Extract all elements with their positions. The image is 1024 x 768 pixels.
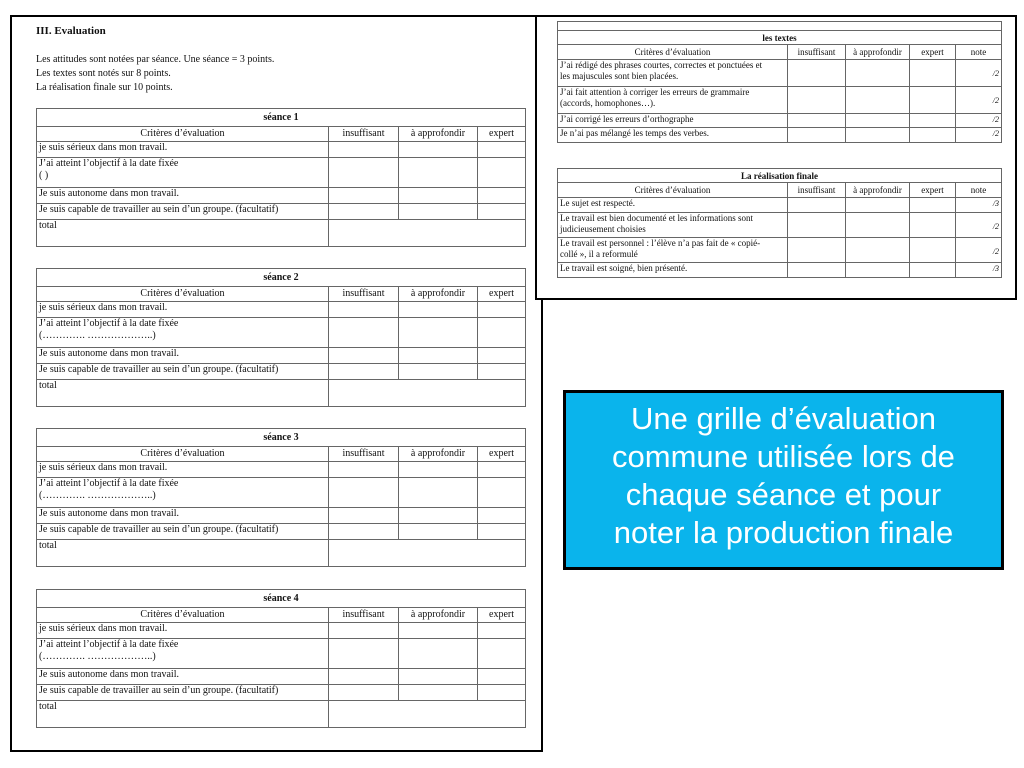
criterion-objectif: [37, 478, 329, 508]
textes-title: les textes: [558, 31, 1002, 45]
header-criteria: Critères d’évaluation: [37, 447, 329, 462]
note-points: /2: [992, 96, 999, 105]
header-criteria: Critères d’évaluation: [558, 45, 788, 60]
intro-line: Les attitudes sont notées par séance. Une séance = 3 points.: [36, 54, 275, 65]
header-insuffisant: insuffisant: [329, 127, 399, 142]
criterion-serieux: je suis sérieux dans mon travail.: [37, 623, 329, 639]
seance-1-table: [36, 108, 526, 247]
criterion-groupe: Je suis capable de travailler au sein d’un groupe. (facultatif): [37, 524, 329, 540]
total-label: total: [37, 380, 329, 407]
caption-line: commune utilisée lors de: [612, 439, 955, 474]
seance-title: séance 4: [37, 590, 526, 608]
note-points: /2: [992, 222, 1000, 231]
criterion-line: judicieusement choisies: [560, 224, 646, 234]
caption-line: chaque séance et pour: [625, 477, 942, 512]
finale-criterion: Le travail est soigné, bien présenté.: [558, 263, 788, 278]
criterion-objectif: [37, 318, 329, 348]
header-approfondir: à approfondir: [399, 608, 478, 623]
intro-text: [36, 53, 274, 95]
criterion-groupe: Je suis capable de travailler au sein d’un groupe. (facultatif): [37, 685, 329, 701]
evaluation-page-left: [10, 15, 543, 752]
criterion-line: J’ai atteint l’objectif à la date fixée: [39, 318, 179, 329]
criterion-autonome: Je suis autonome dans mon travail.: [37, 669, 329, 685]
header-approfondir: à approfondir: [399, 287, 478, 302]
header-expert: expert: [478, 127, 526, 142]
criterion-groupe: Je suis capable de travailler au sein d’un groupe. (facultatif): [37, 364, 329, 380]
date-blank: (…………. ………………..): [39, 330, 156, 341]
date-blank: (…………. ………………..): [39, 651, 156, 662]
section-heading: III. Evaluation: [36, 25, 106, 37]
criterion-line: J’ai atteint l’objectif à la date fixée: [39, 639, 179, 650]
header-note: note: [956, 183, 1002, 198]
header-approfondir: à approfondir: [399, 127, 478, 142]
header-insuffisant: insuffisant: [329, 447, 399, 462]
header-expert: expert: [910, 45, 956, 60]
textes-criterion: J’ai corrigé les erreurs d’orthographe: [558, 114, 788, 128]
header-criteria: Critères d’évaluation: [37, 127, 329, 142]
header-criteria: Critères d’évaluation: [37, 287, 329, 302]
criterion-line: collé », il a reformulé: [560, 249, 638, 259]
note-points: /2: [992, 69, 999, 78]
criterion-line: les majuscules sont bien placées.: [560, 71, 679, 81]
note-points: /3: [992, 199, 1000, 208]
criterion-autonome: Je suis autonome dans mon travail.: [37, 188, 329, 204]
criterion-objectif: [37, 158, 329, 188]
caption-line: noter la production finale: [613, 515, 954, 550]
criterion-line: J’ai fait attention à corriger les erreurs de grammaire: [560, 87, 750, 97]
criterion-serieux: je suis sérieux dans mon travail.: [37, 142, 329, 158]
header-expert: expert: [478, 608, 526, 623]
criterion-line: J’ai rédigé des phrases courtes, correctes et ponctuées et: [560, 60, 763, 70]
finale-criterion: [558, 238, 788, 263]
header-note: note: [956, 45, 1002, 60]
note-points: /3: [992, 264, 1000, 273]
note-points: /2: [992, 115, 999, 124]
criterion-objectif: [37, 639, 329, 669]
table-top-strip: [558, 22, 1002, 31]
caption-line: Une grille d’évaluation: [630, 401, 937, 436]
header-expert: expert: [910, 183, 956, 198]
intro-line: Les textes sont notés sur 8 points.: [36, 68, 171, 79]
total-cell: [329, 701, 526, 728]
finale-criterion: Le sujet est respecté.: [558, 198, 788, 213]
criterion-groupe: Je suis capable de travailler au sein d’un groupe. (facultatif): [37, 204, 329, 220]
finale-table: [557, 168, 1002, 278]
total-label: total: [37, 220, 329, 247]
header-insuffisant: insuffisant: [329, 608, 399, 623]
criterion-serieux: je suis sérieux dans mon travail.: [37, 462, 329, 478]
criterion-serieux: je suis sérieux dans mon travail.: [37, 302, 329, 318]
criterion-line: J’ai atteint l’objectif à la date fixée: [39, 478, 179, 489]
textes-criterion: Je n’ai pas mélangé les temps des verbes.: [558, 128, 788, 143]
finale-title: La réalisation finale: [558, 169, 1002, 183]
total-cell: [329, 380, 526, 407]
seance-3-table: [36, 428, 526, 567]
finale-criterion: [558, 213, 788, 238]
note-points: /2: [992, 247, 1000, 256]
seance-title: séance 3: [37, 429, 526, 447]
header-expert: expert: [478, 447, 526, 462]
criterion-autonome: Je suis autonome dans mon travail.: [37, 508, 329, 524]
total-label: total: [37, 540, 329, 567]
header-criteria: Critères d’évaluation: [558, 183, 788, 198]
header-insuffisant: insuffisant: [329, 287, 399, 302]
seance-title: séance 1: [37, 109, 526, 127]
seance-2-table: [36, 268, 526, 407]
textes-criterion: [558, 87, 788, 114]
date-blank: ( ): [39, 170, 49, 181]
note-points: /2: [992, 129, 999, 138]
textes-criterion: [558, 60, 788, 87]
criterion-line: Le travail est bien documenté et les informations sont: [560, 213, 753, 223]
header-insuffisant: insuffisant: [788, 183, 846, 198]
caption-callout: [563, 390, 1004, 570]
total-cell: [329, 540, 526, 567]
criterion-line: J’ai atteint l’objectif à la date fixée: [39, 158, 179, 169]
seance-title: séance 2: [37, 269, 526, 287]
header-expert: expert: [478, 287, 526, 302]
seance-4-table: [36, 589, 526, 728]
header-approfondir: à approfondir: [846, 183, 910, 198]
date-blank: (…………. ………………..): [39, 490, 156, 501]
criterion-line: Le travail est personnel : l’élève n’a pas fait de « copié-: [560, 238, 761, 248]
header-insuffisant: insuffisant: [788, 45, 846, 60]
criterion-autonome: Je suis autonome dans mon travail.: [37, 348, 329, 364]
intro-line: La réalisation finale sur 10 points.: [36, 82, 173, 93]
header-approfondir: à approfondir: [399, 447, 478, 462]
criterion-line: (accords, homophones…).: [560, 98, 656, 108]
evaluation-page-right: [535, 15, 1017, 300]
textes-table: [557, 21, 1002, 143]
header-criteria: Critères d’évaluation: [37, 608, 329, 623]
total-cell: [329, 220, 526, 247]
total-label: total: [37, 701, 329, 728]
header-approfondir: à approfondir: [846, 45, 910, 60]
